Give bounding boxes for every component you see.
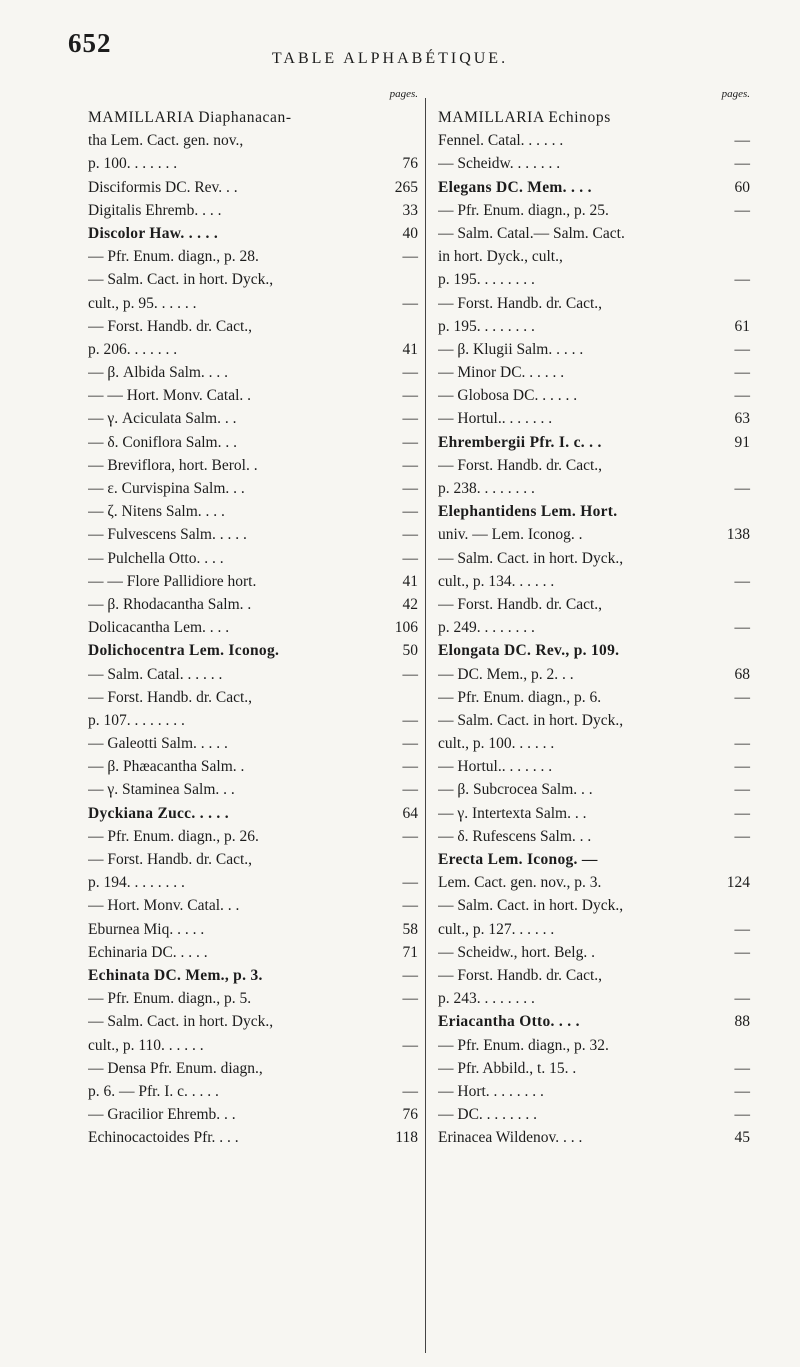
entry-text: tha Lem. Cact. gen. nov., <box>88 132 244 150</box>
entry-page: — <box>402 897 418 915</box>
index-entry <box>88 755 418 778</box>
index-entry <box>438 941 750 964</box>
entry-text: — DC. Mem., p. 2. . . <box>438 665 574 683</box>
entry-text: Echinata DC. Mem., p. 3. <box>88 966 263 984</box>
entry-page: — <box>734 364 750 382</box>
entry-text: MAMILLARIA Echinops <box>438 109 611 126</box>
entry-page: — <box>402 758 418 776</box>
entry-text: p. 195. . . . . . . . <box>438 317 535 335</box>
index-entry <box>438 987 750 1010</box>
index-entry <box>438 755 750 778</box>
entry-text: — δ. Coniflora Salm. . . <box>88 433 237 451</box>
entry-page: 68 <box>734 665 750 683</box>
index-entry <box>88 593 418 616</box>
entry-page: — <box>402 480 418 497</box>
entry-text: Lem. Cact. gen. nov., p. 3. <box>438 874 602 892</box>
entry-text: — Pfr. Enum. diagn., p. 6. <box>438 688 602 706</box>
entry-text: — ζ. Nitens Salm. . . . <box>88 503 225 521</box>
entry-page: 88 <box>734 1013 750 1031</box>
entry-page: — <box>402 248 418 266</box>
entry-text: — γ. Staminea Salm. . . <box>88 781 235 799</box>
entry-page: — <box>734 827 750 845</box>
entry-page: — <box>402 874 418 892</box>
entry-text: — Scheidw. . . . . . . <box>438 155 561 173</box>
entry-text: Dolichocentra Lem. Iconog. <box>88 642 280 660</box>
index-entry <box>88 292 418 315</box>
index-entry <box>88 176 418 199</box>
entry-text: — Salm. Cact. in hort. Dyck., <box>88 271 274 289</box>
index-entry <box>438 547 750 570</box>
index-entry <box>88 894 418 917</box>
entry-text: MAMILLARIA Diaphanacan- <box>88 109 292 126</box>
index-entry <box>438 245 750 268</box>
entry-text: — Gracilior Ehremb. . . <box>88 1106 236 1124</box>
entry-text: Elephantidens Lem. Hort. <box>438 503 618 521</box>
entry-text: — — Flore Pallidiore hort. <box>88 572 257 590</box>
entry-page: 40 <box>402 224 418 242</box>
entry-page: — <box>734 1059 750 1077</box>
entry-text: — Pfr. Enum. diagn., p. 32. <box>438 1036 609 1054</box>
index-entry <box>88 778 418 801</box>
column-divider <box>425 98 426 1353</box>
entry-page: 106 <box>394 619 418 637</box>
index-entry <box>88 129 418 152</box>
index-entry <box>88 964 418 987</box>
index-entry <box>88 1080 418 1103</box>
entry-text: Discolor Haw. . . . . <box>88 224 219 242</box>
index-entry <box>438 176 750 199</box>
entry-page: 50 <box>402 642 418 660</box>
index-entry <box>88 732 418 755</box>
index-entry <box>88 152 418 175</box>
index-entry <box>438 570 750 593</box>
entry-page: 138 <box>726 526 750 544</box>
entry-page: 71 <box>402 943 418 961</box>
entry-text: — β. Klugii Salm. . . . . <box>438 340 584 358</box>
index-entry <box>88 802 418 825</box>
entry-text: cult., p. 110. . . . . . <box>88 1036 204 1054</box>
index-entry <box>438 639 750 662</box>
entry-page: — <box>734 340 750 358</box>
index-entry <box>438 454 750 477</box>
index-entry <box>88 1103 418 1126</box>
index-entry <box>438 1057 750 1080</box>
index-entry <box>88 222 418 245</box>
index-entry <box>88 477 418 500</box>
entry-page: 63 <box>734 410 750 428</box>
entry-text: cult., p. 95. . . . . . <box>88 294 197 312</box>
entry-page: — <box>734 1106 750 1124</box>
index-entry <box>438 964 750 987</box>
entry-text: cult., p. 134. . . . . . <box>438 572 555 590</box>
index-entry <box>88 987 418 1010</box>
entry-page: — <box>402 364 418 382</box>
entry-page: — <box>734 943 750 961</box>
index-entry <box>438 616 750 639</box>
entry-text: p. 6. — Pfr. I. c. . . . . <box>88 1082 219 1100</box>
entry-text: — Forst. Handb. dr. Cact., <box>438 294 603 312</box>
index-entry <box>88 871 418 894</box>
entry-page: — <box>402 387 418 405</box>
entry-page: — <box>734 735 750 753</box>
index-entry <box>88 384 418 407</box>
entry-text: — Densa Pfr. Enum. diagn., <box>88 1059 263 1077</box>
index-entry <box>438 292 750 315</box>
entry-text: — Salm. Cact. in hort. Dyck., <box>438 549 624 567</box>
entry-text: Eriacantha Otto. . . . <box>438 1013 580 1031</box>
entry-page: 42 <box>402 595 418 613</box>
entry-text: — Forst. Handb. dr. Cact., <box>438 966 603 984</box>
index-entry <box>88 639 418 662</box>
index-entry <box>438 361 750 384</box>
entry-text: — DC. . . . . . . . <box>438 1106 538 1124</box>
entry-text: Erecta Lem. Iconog. — <box>438 851 598 868</box>
entry-page: — <box>402 966 418 984</box>
entry-page: — <box>402 1036 418 1054</box>
entry-text: p. 206. . . . . . . <box>88 340 178 358</box>
entry-text: — ε. Curvispina Salm. . . <box>88 480 245 497</box>
entry-text: — Hort. Monv. Catal. . . <box>88 897 240 915</box>
index-entry <box>438 199 750 222</box>
index-entry <box>438 106 750 129</box>
entry-text: Dolicacantha Lem. . . . <box>88 619 230 637</box>
entry-text: — Breviflora, hort. Berol. . <box>88 456 258 474</box>
entry-text: — Salm. Catal.— Salm. Cact. <box>438 224 625 242</box>
index-entry <box>438 593 750 616</box>
index-entry <box>438 384 750 407</box>
entry-page: 60 <box>734 178 750 196</box>
page-number: 652 <box>68 28 112 58</box>
entry-page: — <box>734 781 750 799</box>
index-entry <box>438 871 750 894</box>
index-entries <box>438 106 750 1149</box>
entry-page: — <box>734 688 750 706</box>
entry-page: — <box>734 990 750 1008</box>
entry-text: — Forst. Handb. dr. Cact., <box>88 851 253 868</box>
entry-text: p. 195. . . . . . . . <box>438 271 535 289</box>
entry-text: — Salm. Cact. in hort. Dyck., <box>438 897 624 915</box>
entry-page: — <box>402 456 418 474</box>
index-entry <box>88 941 418 964</box>
entry-text: — Salm. Cact. in hort. Dyck., <box>438 711 624 729</box>
index-entry <box>88 616 418 639</box>
entry-page: 76 <box>402 1106 418 1124</box>
index-entry <box>438 222 750 245</box>
entry-text: Echinaria DC. . . . . <box>88 943 208 961</box>
entry-page: — <box>734 920 750 938</box>
index-entry <box>88 1010 418 1033</box>
entry-text: — Pulchella Otto. . . . <box>88 549 224 567</box>
entry-text: — — Hort. Monv. Catal. . <box>88 387 252 405</box>
entry-page: — <box>402 433 418 451</box>
entry-text: p. 238. . . . . . . . <box>438 480 535 497</box>
entry-text: — Forst. Handb. dr. Cact., <box>88 688 253 706</box>
index-entry <box>88 315 418 338</box>
entry-page: 265 <box>394 178 418 196</box>
entry-page: — <box>402 711 418 729</box>
entry-text: — Salm. Catal. . . . . . <box>88 665 223 683</box>
entry-text: cult., p. 100. . . . . . <box>438 735 555 753</box>
entry-text: — β. Albida Salm. . . . <box>88 364 229 382</box>
index-entry <box>438 500 750 523</box>
entry-page: 118 <box>395 1129 418 1147</box>
pages-column-label: pages. <box>721 88 750 100</box>
index-entry <box>438 918 750 941</box>
running-head <box>0 28 800 68</box>
index-entry <box>438 1010 750 1033</box>
entry-text: Digitalis Ehremb. . . . <box>88 201 222 219</box>
entry-page: — <box>402 294 418 312</box>
entry-page: — <box>734 155 750 173</box>
entry-page: — <box>402 410 418 428</box>
entry-text: Ehrembergii Pfr. I. c. . . <box>438 433 602 451</box>
entry-text: p. 194. . . . . . . . <box>88 874 185 892</box>
index-entry <box>438 315 750 338</box>
index-entry <box>438 686 750 709</box>
entry-page: — <box>402 503 418 521</box>
right-column <box>438 90 750 1149</box>
page-title: TABLE ALPHABÉTIQUE. <box>271 50 509 67</box>
entry-page: — <box>402 1082 418 1100</box>
index-entry <box>438 129 750 152</box>
index-entry <box>88 918 418 941</box>
entry-text: — Hortul.. . . . . . . <box>438 410 553 428</box>
entry-text: p. 100. . . . . . . <box>88 155 178 173</box>
entry-text: Elongata DC. Rev., p. 109. <box>438 642 620 660</box>
entry-text: — Pfr. Enum. diagn., p. 5. <box>88 990 252 1008</box>
entry-text: p. 107. . . . . . . . <box>88 711 185 729</box>
entry-text: Disciformis DC. Rev. . . <box>88 178 238 196</box>
entry-text: — Minor DC. . . . . . <box>438 364 565 382</box>
entry-page: 45 <box>734 1129 750 1147</box>
entry-text: — Salm. Cact. in hort. Dyck., <box>88 1013 274 1031</box>
entry-text: — Scheidw., hort. Belg. . <box>438 943 595 961</box>
index-entry <box>438 523 750 546</box>
entry-page: — <box>734 758 750 776</box>
index-entry <box>88 825 418 848</box>
entry-page: — <box>402 990 418 1008</box>
index-entry <box>88 1126 418 1149</box>
index-entry <box>438 1080 750 1103</box>
index-entry <box>438 338 750 361</box>
entry-text: — Forst. Handb. dr. Cact., <box>88 317 253 335</box>
entry-page: — <box>402 526 418 544</box>
index-entry <box>438 732 750 755</box>
entry-page: — <box>402 827 418 845</box>
entry-page: 124 <box>726 874 750 892</box>
entry-text: — β. Phæacantha Salm. . <box>88 758 245 776</box>
index-entry <box>88 407 418 430</box>
entry-page: — <box>734 271 750 289</box>
entry-text: Echinocactoides Pfr. . . . <box>88 1129 239 1147</box>
index-entry <box>88 848 418 871</box>
entry-text: — γ. Intertexta Salm. . . <box>438 804 587 822</box>
index-entry <box>438 778 750 801</box>
entry-text: p. 249. . . . . . . . <box>438 619 535 637</box>
index-entry <box>438 894 750 917</box>
index-entry <box>88 199 418 222</box>
entry-page: — <box>734 480 750 497</box>
index-entry <box>88 523 418 546</box>
entry-page: 61 <box>734 317 750 335</box>
index-entry <box>88 361 418 384</box>
entry-text: p. 243. . . . . . . . <box>438 990 535 1008</box>
entry-page: — <box>734 201 750 219</box>
index-entry <box>88 454 418 477</box>
index-entry <box>438 152 750 175</box>
index-entry <box>88 431 418 454</box>
index-entry <box>88 268 418 291</box>
entry-text: — β. Rhodacantha Salm. . <box>88 595 252 613</box>
index-entry <box>438 825 750 848</box>
entry-text: — Pfr. Enum. diagn., p. 25. <box>438 201 609 219</box>
index-entry <box>88 245 418 268</box>
entry-page: 76 <box>402 155 418 173</box>
entry-page: — <box>402 781 418 799</box>
entry-page: — <box>402 665 418 683</box>
entry-page: 58 <box>402 920 418 938</box>
index-entry <box>438 431 750 454</box>
index-entry <box>88 338 418 361</box>
entry-page: — <box>734 572 750 590</box>
index-entry <box>88 686 418 709</box>
index-entry <box>438 848 750 871</box>
entry-page: — <box>734 619 750 637</box>
index-entry <box>438 1034 750 1057</box>
entry-text: — γ. Aciculata Salm. . . <box>88 410 237 428</box>
entry-text: Eburnea Miq. . . . . <box>88 920 205 938</box>
entry-text: Erinacea Wildenov. . . . <box>438 1129 583 1147</box>
entry-page: — <box>402 549 418 567</box>
entry-page: — <box>402 735 418 753</box>
entry-text: — Forst. Handb. dr. Cact., <box>438 595 603 613</box>
entry-text: univ. — Lem. Iconog. . <box>438 526 583 544</box>
entry-page: — <box>734 387 750 405</box>
index-entry <box>88 106 418 129</box>
index-entry <box>438 663 750 686</box>
index-entry <box>438 1103 750 1126</box>
entry-text: — Hortul.. . . . . . . <box>438 758 553 776</box>
entry-text: — β. Subcrocea Salm. . . <box>438 781 593 799</box>
entry-text: — Pfr. Abbild., t. 15. . <box>438 1059 577 1077</box>
index-entries <box>88 106 418 1149</box>
entry-page: 91 <box>734 433 750 451</box>
entry-text: — Forst. Handb. dr. Cact., <box>438 456 603 474</box>
entry-text: in hort. Dyck., cult., <box>438 248 563 266</box>
entry-text: Fennel. Catal. . . . . . <box>438 132 564 150</box>
index-entry <box>438 477 750 500</box>
index-entry <box>88 570 418 593</box>
entry-page: 41 <box>402 340 418 358</box>
index-entry <box>88 500 418 523</box>
index-entry <box>438 1126 750 1149</box>
index-entry <box>438 268 750 291</box>
entry-page: 64 <box>402 804 418 822</box>
index-entry <box>438 407 750 430</box>
entry-page: — <box>734 1082 750 1100</box>
entry-page: — <box>734 804 750 822</box>
pages-column-label: pages. <box>389 88 418 100</box>
entry-page: — <box>734 132 750 150</box>
entry-text: — Hort. . . . . . . . <box>438 1082 544 1100</box>
entry-text: — Globosa DC. . . . . . <box>438 387 578 405</box>
entry-text: cult., p. 127. . . . . . <box>438 920 555 938</box>
entry-text: — Pfr. Enum. diagn., p. 28. <box>88 248 259 266</box>
entry-page: 41 <box>402 572 418 590</box>
index-entry <box>88 663 418 686</box>
index-entry <box>88 709 418 732</box>
entry-text: — δ. Rufescens Salm. . . <box>438 827 592 845</box>
index-entry <box>438 802 750 825</box>
left-column <box>88 90 418 1149</box>
entry-text: Dyckiana Zucc. . . . . <box>88 804 229 822</box>
index-entry <box>438 709 750 732</box>
entry-text: — Pfr. Enum. diagn., p. 26. <box>88 827 259 845</box>
index-entry <box>88 1057 418 1080</box>
index-entry <box>88 1034 418 1057</box>
entry-text: — Fulvescens Salm. . . . . <box>88 526 247 544</box>
index-entry <box>88 547 418 570</box>
entry-text: Elegans DC. Mem. . . . <box>438 178 592 196</box>
entry-page: 33 <box>402 201 418 219</box>
entry-text: — Galeotti Salm. . . . . <box>88 735 228 753</box>
